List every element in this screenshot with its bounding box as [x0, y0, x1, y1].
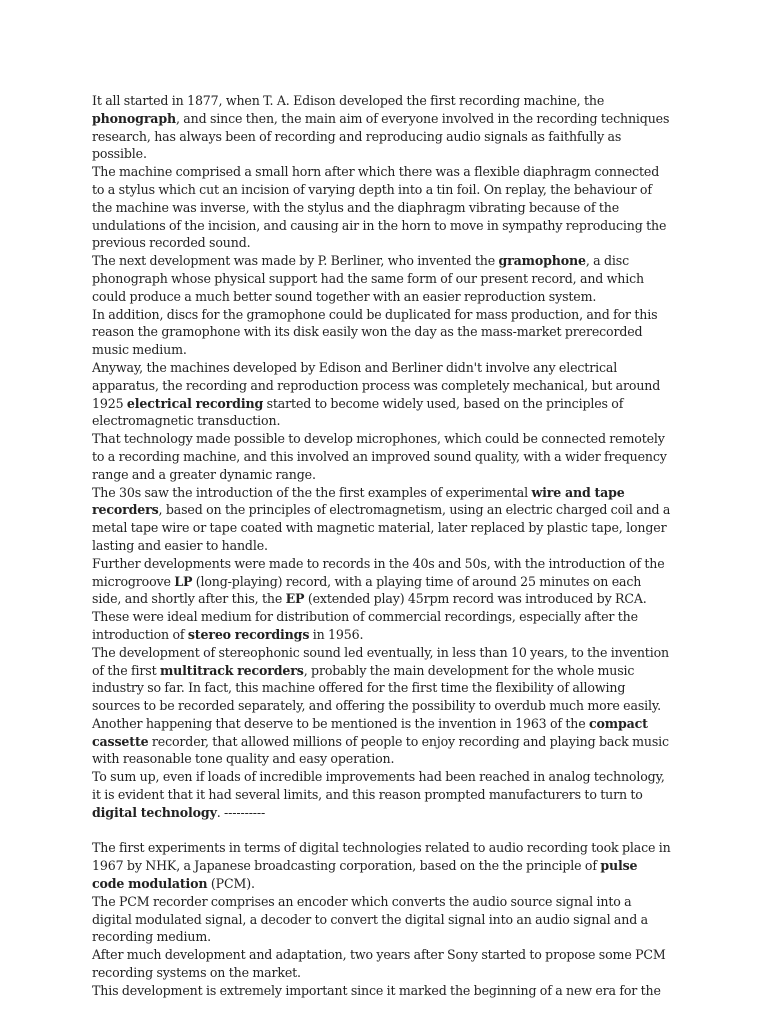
paragraph: That technology made possible to develop microphones, which could be connected remotely to a recording machine, and this involved an improved sound quality, with a wider frequency range and a greater dynamic range.	[92, 431, 667, 482]
paragraph: Anyway, the machines developed by Edison and Berliner didn't involve any electrical apparatus, the recording and reproduction process was completely mechanical, but around 1925 electrical recording started to become widely used, based on the principles of electromagnetic transduction.	[92, 359, 661, 429]
paragraph: To sum up, even if loads of incredible improvements had been reached in analog technology, it is evident that it had several limits, and this reason prompted manufacturers to turn to digital technology. ----------	[92, 769, 665, 820]
paragraph: This development is extremely important since it marked the beginning of a new era for the	[92, 982, 661, 998]
paragraph: After much development and adaptation, two years after Sony started to propose some PCM recording systems on the market.	[92, 947, 666, 981]
paragraph: The next development was made by P. Berliner, who invented the gramophone, a disc phonograph whose physical support had the same form of our present record, and which could produce a much better sound together with an easier reproduction system.	[92, 253, 644, 304]
paragraph: The PCM recorder comprises an encoder which converts the audio source signal into a digital modulated signal, a decoder to convert the digital signal into an audio signal and a recording medium.	[92, 893, 648, 945]
paragraph: Another happening that deserve to be mentioned is the invention in 1963 of the compact cassette recorder, that allowed millions of people to enjoy recording and playing back music with reasonable tone quality and easy operation.	[92, 715, 669, 767]
paragraph: The 30s saw the introduction of the the first examples of experimental wire and tape recorders, based on the principles of electromagnetism, using an electric charged coil and a metal tape wire or tape coated with magnetic material, later replaced by plastic tape, longer lasting and easier to handle.	[92, 484, 671, 553]
document-body	[92, 92, 672, 1000]
paragraph: It all started in 1877, when T. A. Edison developed the first recording machine, the phonograph, and since then, the main aim of everyone involved in the recording techniques research, has always been of recording and reproducing audio signals as faithfully as possible.	[92, 93, 670, 162]
paragraph: The development of stereophonic sound led eventually, in less than 10 years, to the invention of the first multitrack recorders, probably the main development for the whole music industry so far. In fact, this machine offered for the first time the flexibility of allowing sources to be recorded separately, and offering the possibility to overdub much more easily.	[92, 644, 669, 714]
paragraph: Further developments were made to records in the 40s and 50s, with the introduction of the microgroove LP (long-playing) record, with a playing time of around 25 minutes on each side, and shortly after this, the EP (extended play) 45rpm record was introduced by RCA. These were ideal medium for distribution of commercial recordings, especially after the introduction of stereo recordings in 1956.	[92, 555, 665, 642]
paragraph: The first experiments in terms of digital technologies related to audio recording took place in 1967 by NHK, a Japanese broadcasting corporation, based on the the principle of pulse code modulation (PCM).	[92, 840, 671, 892]
paragraph: In addition, discs for the gramophone could be duplicated for mass production, and for this reason the gramophone with its disk easily won the day as the mass-market prerecorded music medium.	[92, 306, 658, 358]
paragraph: The machine comprised a small horn after which there was a flexible diaphragm connected to a stylus which cut an incision of varying depth into a tin foil. On replay, the behaviour of the machine was inverse, with the stylus and the diaphragm vibrating because of the undulations of the incision, and causing air in the horn to move in sympathy reproducing the previous recorded sound.	[92, 164, 667, 251]
